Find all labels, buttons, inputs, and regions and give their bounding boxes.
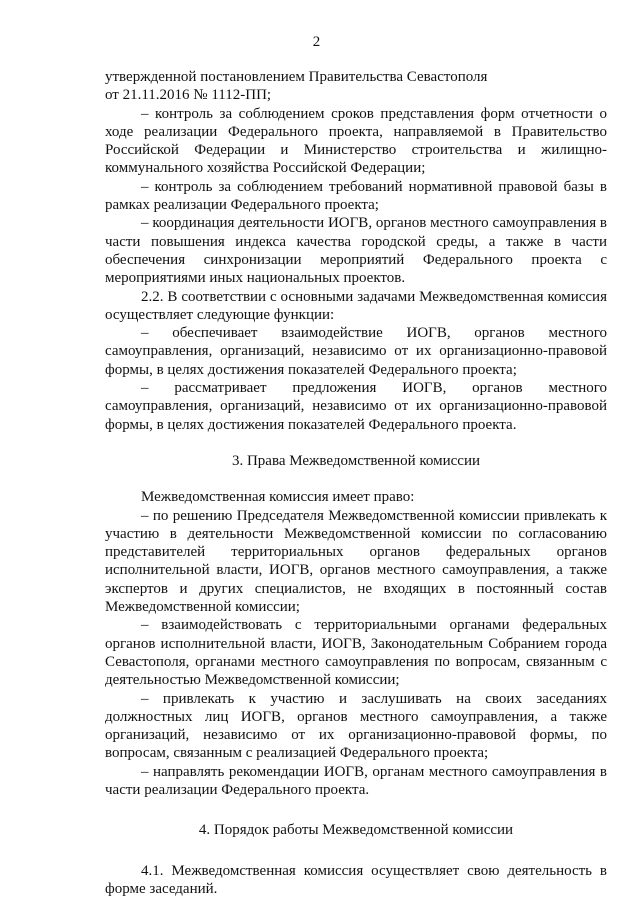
paragraph: – по решению Председателя Межведомственной комиссии привлекать к участию в деятельности Межведомственной комиссии по согласованию представителей территориальных органов федеральных органов исполнительной власти, ИОГВ, органов местного самоуправления, а также экспертов и других специалистов, не входящих в постоянный состав Межведомственной комиссии; xyxy=(105,507,607,616)
paragraph: – координация деятельности ИОГВ, органов местного самоуправления в части повышения индекса качества городской среды, а также в части обеспечения синхронизации мероприятий Федерального проекта с мероприятиями иных национальных проектов. xyxy=(105,215,607,287)
paragraph: – контроль за соблюдением сроков представления форм отчетности о ходе реализации Федерального проекта, направляемой в Правительство Российской Федерации и Министерство строительства и жилищно-коммунального хозяйства Российской Федерации; xyxy=(105,105,607,177)
paragraph: 2.2. В соответствии с основными задачами Межведомственная комиссия осуществляет следующие функции: xyxy=(105,288,607,323)
paragraph: – привлекать к участию и заслушивать на своих заседаниях должностных лиц ИОГВ, органов местного самоуправления, а также организаций, независимо от их организационно-правовой формы, по вопросам, связанным с реализацией Федерального проекта; xyxy=(105,690,607,762)
paragraph: – направлять рекомендации ИОГВ, органам местного самоуправления в части реализации Федерального проекта. xyxy=(105,763,607,798)
paragraph: от 21.11.2016 № 1112-ПП; xyxy=(105,87,272,104)
section-heading: 3. Права Межведомственной комиссии xyxy=(231,452,481,469)
page-number: 2 xyxy=(312,34,321,50)
paragraph: – рассматривает предложения ИОГВ, органов местного самоуправления, организаций, независимо от их организационно-правовой формы, в целях достижения показателей Федерального проекта. xyxy=(105,380,607,433)
paragraph: – взаимодействовать с территориальными органами федеральных органов исполнительной власти, ИОГВ, Законодательным Собранием города Севастополя, органами местного самоуправления по вопросам, связанным с деятельностью Межведомственной комиссии; xyxy=(105,617,607,689)
section-heading: 4. Порядок работы Межведомственной комиссии xyxy=(198,822,514,839)
paragraph: – обеспечивает взаимодействие ИОГВ, органов местного самоуправления, организаций, независимо от их организационно-правовой формы, в целях достижения показателей Федерального проекта; xyxy=(105,325,607,378)
paragraph: – контроль за соблюдением требований нормативной правовой базы в рамках реализации Федерального проекта; xyxy=(105,178,607,214)
paragraph: Межведомственная комиссия имеет право: xyxy=(141,489,415,506)
paragraph: утвержденной постановлением Правительства Севастополя xyxy=(105,69,488,85)
document-body xyxy=(105,68,607,898)
paragraph: 4.1. Межведомственная комиссия осуществляет свою деятельность в форме заседаний. xyxy=(105,862,607,897)
